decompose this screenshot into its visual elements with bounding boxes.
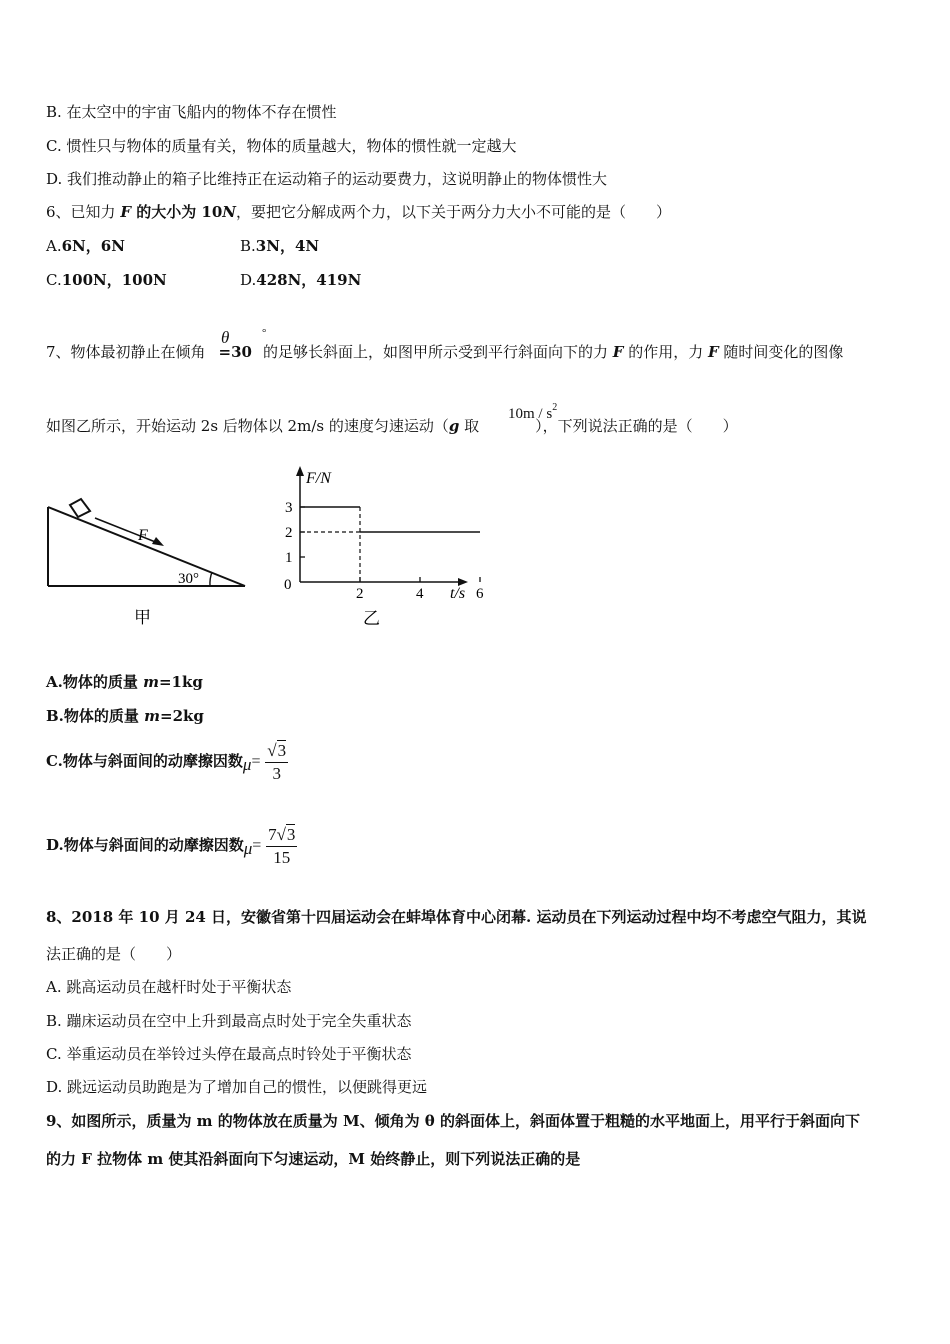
x-tick-label-2: 2 [356, 586, 364, 602]
q6-option-c: C.100N，100N [46, 271, 167, 289]
q6-stem: 6、已知力 F 的大小为 10N，要把它分解成两个力，以下关于两分力大小不可能的是（ ） [46, 203, 672, 221]
q9-stem-line2: 的力 F 拉物体 m 使其沿斜面向下匀速运动，M 始终静止，则下列说法正确的是 [46, 1150, 581, 1168]
q8-stem-line2: 法正确的是（ ） [46, 945, 182, 963]
angle-arc [210, 572, 212, 586]
block-on-incline [70, 499, 90, 517]
q6-option-a: A.6N，6N [46, 237, 125, 255]
q7-option-a: A.物体的质量 m=1kg [46, 673, 203, 691]
q7-stem-line2: 如图乙所示，开始运动 2s 后物体以 2m/s 的速度匀速运动（g 取 ），下列说法正确的是（ ） [46, 417, 738, 435]
x-axis-label: t/s [450, 585, 466, 602]
q8-option-d: D. 跳远运动员助跑是为了增加自己的惯性，以便跳得更远 [46, 1078, 428, 1096]
q8-stem-line1: 8、2018 年 10 月 24 日，安徽省第十四届运动会在蚌埠体育中心闭幕. 运动员在下列运动过程中均不考虑空气阻力，其说 [46, 908, 867, 926]
q7-stem-line1: 7、物体最初静止在倾角 =30 的足够长斜面上，如图甲所示受到平行斜面向下的力 F 的作用，力 F 随时间变化的图像 [46, 343, 844, 361]
q5-option-c: C. 惯性只与物体的质量有关，物体的质量越大，物体的惯性就一定越大 [46, 137, 517, 155]
q7-g-value: $10m / s^2$ [508, 402, 558, 422]
q7-option-b: B.物体的质量 m=2kg [46, 707, 204, 725]
origin-tick-label: 0 [284, 577, 292, 593]
fraction-d: $\frac{7√3}{15}$ [268, 825, 296, 867]
x-tick-label-4: 4 [416, 586, 424, 602]
x-tick-label-6: 6 [476, 586, 484, 602]
q7-option-c: C.物体与斜面间的动摩擦因数μ= $\frac{√3}{3}$ [46, 741, 287, 783]
figure-jia-incline [40, 490, 260, 640]
q7-theta: θ [221, 328, 230, 347]
q5-option-b: B. 在太空中的宇宙飞船内的物体不存在惯性 [46, 103, 337, 121]
q8-option-c: C. 举重运动员在举铃过头停在最高点时铃处于平衡状态 [46, 1045, 412, 1063]
y-axis-arrow [296, 466, 304, 476]
incline-slope [48, 507, 245, 586]
q6-option-d: D.428N，419N [240, 271, 362, 289]
y-tick-label-1: 1 [285, 550, 293, 566]
q7-degree: ° [262, 327, 267, 339]
fraction-c: $\frac{√3}{3}$ [267, 741, 287, 783]
force-arrow-head [152, 537, 164, 546]
q9-stem-line1: 9、如图所示，质量为 m 的物体放在质量为 M、倾角为 θ 的斜面体上，斜面体置于粗糙的水平地面上，用平行于斜面向下 [46, 1112, 861, 1130]
figure-jia-caption: 甲 [134, 608, 151, 627]
q8-option-a: A. 跳高运动员在越杆时处于平衡状态 [46, 978, 292, 996]
q8-option-b: B. 蹦床运动员在空中上升到最高点时处于完全失重状态 [46, 1012, 412, 1030]
q7-option-d: D.物体与斜面间的动摩擦因数μ= $\frac{7√3}{15}$ [46, 825, 296, 867]
y-tick-label-2: 2 [285, 525, 293, 541]
q5-option-d: D. 我们推动静止的箱子比维持正在运动箱子的运动要费力，这说明静止的物体惯性大 [46, 170, 608, 188]
q6-option-b: B.3N，4N [240, 237, 320, 255]
angle-label: 30° [178, 571, 199, 587]
figure-yi-ft-graph [270, 462, 484, 637]
figure-yi-caption: 乙 [363, 609, 380, 628]
y-tick-label-3: 3 [285, 500, 293, 516]
y-axis-label: F/N [306, 470, 331, 487]
force-label: F [138, 527, 148, 544]
